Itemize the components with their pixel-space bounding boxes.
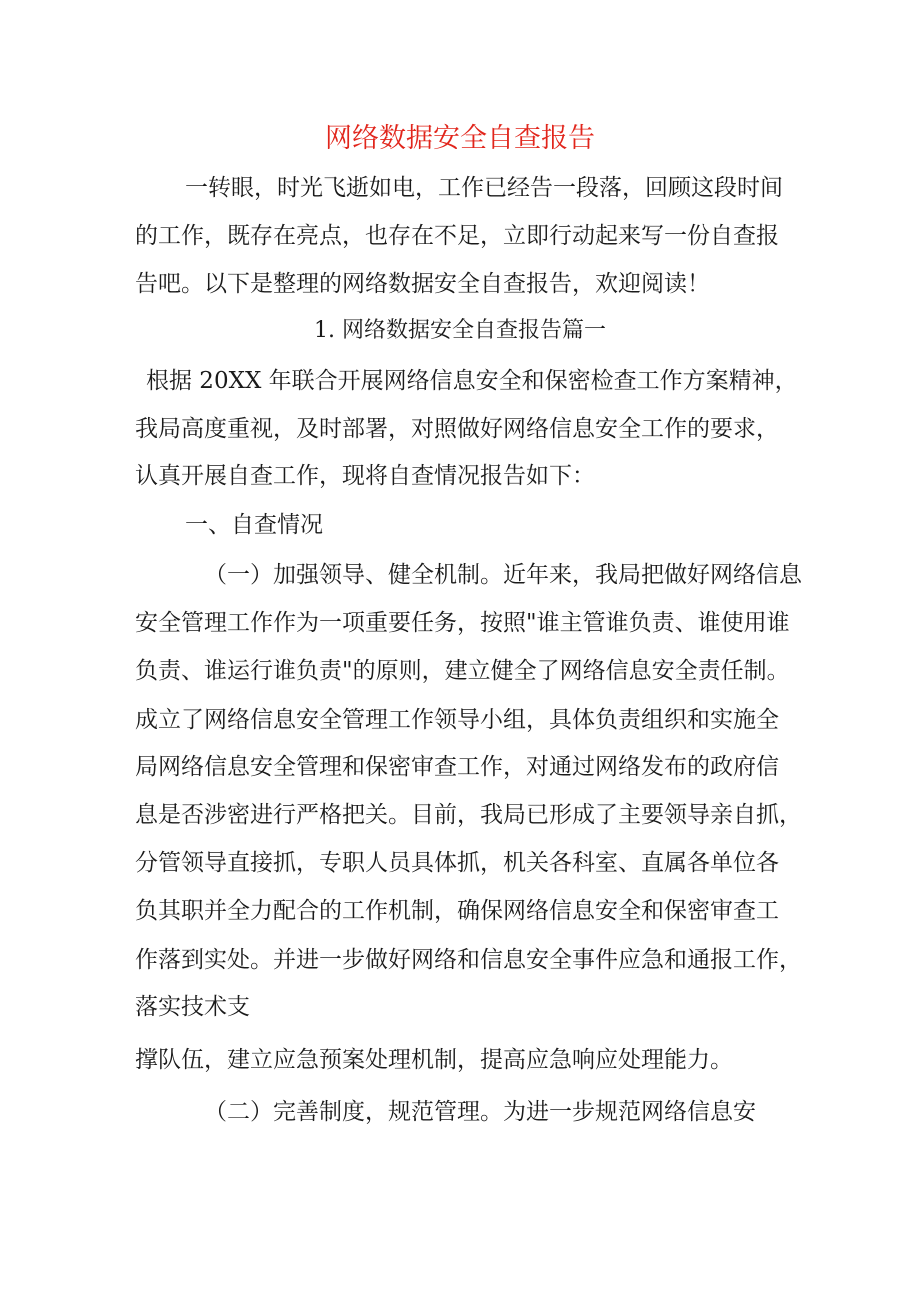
item1-line: 落实技术支 bbox=[135, 994, 250, 1020]
intro-line: 告吧。以下是整理的网络数据安全自查报告，欢迎阅读！ bbox=[135, 271, 710, 297]
item1-line: 安全管理工作作为一项重要任务，按照"谁主管谁负责、谁使用谁 bbox=[135, 610, 790, 636]
basis-line: 根据 20XX 年联合开展网络信息安全和保密检查工作方案精神， bbox=[146, 368, 798, 394]
intro-line: 一转眼，时光飞逝如电，工作已经告一段落，回顾这段时间 bbox=[185, 175, 783, 201]
basis-line: 我局高度重视，及时部署，对照做好网络信息安全工作的要求， bbox=[135, 416, 779, 442]
document-title: 网络数据安全自查报告 bbox=[325, 123, 595, 154]
section-heading: 1. 网络数据安全自查报告篇一 bbox=[314, 318, 606, 343]
item1-continuation: 撑队伍，建立应急预案处理机制，提高应急响应处理能力。 bbox=[135, 1047, 733, 1073]
item1-line: 分管领导直接抓，专职人员具体抓，机关各科室、直属各单位各 bbox=[135, 850, 779, 876]
item1-line: 局网络信息安全管理和保密审查工作，对通过网络发布的政府信 bbox=[135, 754, 779, 780]
item1-line: 息是否涉密进行严格把关。目前，我局已形成了主要领导亲自抓， bbox=[135, 802, 802, 828]
part-heading: 一、自查情况 bbox=[185, 512, 323, 538]
item1-line: 负责、谁运行谁负责"的原则，建立健全了网络信息安全责任制。 bbox=[135, 658, 790, 684]
intro-line: 的工作，既存在亮点，也存在不足，立即行动起来写一份自查报 bbox=[135, 223, 779, 249]
item1-line: 成立了网络信息安全管理工作领导小组，具体负责组织和实施全 bbox=[135, 707, 779, 733]
item1-line: 负其职并全力配合的工作机制，确保网络信息安全和保密审查工 bbox=[135, 898, 779, 924]
item1-line: 作落到实处。并进一步做好网络和信息安全事件应急和通报工作， bbox=[135, 947, 802, 973]
basis-line: 认真开展自查工作，现将自查情况报告如下： bbox=[135, 463, 595, 489]
item2-line: （二）完善制度，规范管理。为进一步规范网络信息安 bbox=[204, 1099, 756, 1125]
item1-line: （一）加强领导、健全机制。近年来，我局把做好网络信息 bbox=[204, 562, 802, 588]
